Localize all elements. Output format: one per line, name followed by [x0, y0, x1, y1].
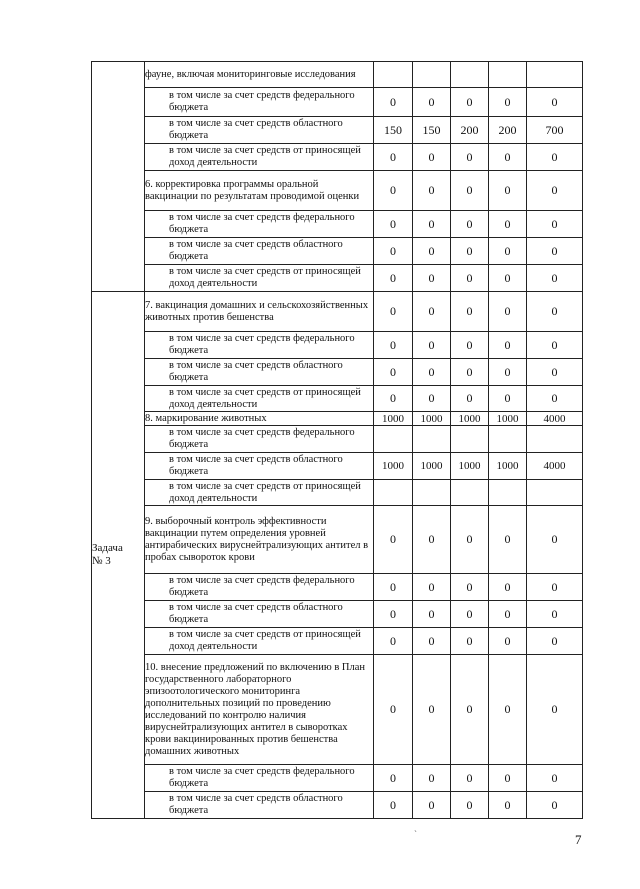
table-row: [92, 453, 583, 480]
value-cell: 0: [489, 574, 527, 601]
value-cell: 0: [413, 359, 451, 386]
row-description: 7. вакцинация домашних и сельскохозяйственных животных против бешенства: [145, 292, 374, 332]
value-cell: 0: [489, 655, 527, 765]
value-cell: 0: [374, 601, 413, 628]
value-cell: 0: [451, 332, 489, 359]
value-cell: 0: [527, 386, 583, 412]
value-cell: 0: [451, 238, 489, 265]
value-cell: [489, 480, 527, 506]
value-cell: 0: [413, 144, 451, 171]
value-cell: 0: [489, 238, 527, 265]
value-cell: 0: [374, 238, 413, 265]
scan-mark: ˋ: [414, 829, 417, 839]
value-cell: 0: [413, 765, 451, 792]
table-row: [92, 426, 583, 453]
row-description: в том числе за счет средств федерального бюджета: [145, 426, 374, 453]
row-description: в том числе за счет средств областного бюджета: [145, 117, 374, 144]
table-row: [92, 628, 583, 655]
value-cell: 0: [413, 265, 451, 292]
row-description: в том числе за счет средств областного бюджета: [145, 359, 374, 386]
value-cell: 0: [374, 265, 413, 292]
value-cell: 0: [451, 88, 489, 117]
value-cell: 0: [374, 144, 413, 171]
value-cell: 0: [489, 88, 527, 117]
value-cell: 0: [374, 574, 413, 601]
table-row: [92, 601, 583, 628]
value-cell: 0: [413, 506, 451, 574]
row-description: в том числе за счет средств областного бюджета: [145, 601, 374, 628]
value-cell: 150: [374, 117, 413, 144]
value-cell: 0: [374, 765, 413, 792]
value-cell: 0: [451, 171, 489, 211]
value-cell: 1000: [489, 453, 527, 480]
value-cell: 0: [489, 265, 527, 292]
value-cell: [413, 480, 451, 506]
table-row: [92, 574, 583, 601]
row-description: в том числе за счет средств федерального бюджета: [145, 765, 374, 792]
value-cell: 0: [527, 765, 583, 792]
value-cell: 0: [374, 211, 413, 238]
value-cell: 0: [374, 171, 413, 211]
budget-table: [91, 61, 583, 819]
value-cell: 0: [374, 792, 413, 819]
value-cell: 0: [374, 88, 413, 117]
value-cell: 0: [489, 144, 527, 171]
row-description: 9. выборочный контроль эффективности вакцинации путем определения уровней антирабических вируснейтрализующих антител в пробах сывороток крови: [145, 506, 374, 574]
value-cell: 4000: [527, 453, 583, 480]
value-cell: 0: [527, 238, 583, 265]
value-cell: 700: [527, 117, 583, 144]
value-cell: 0: [527, 211, 583, 238]
value-cell: [489, 62, 527, 88]
value-cell: 0: [451, 292, 489, 332]
value-cell: 1000: [374, 453, 413, 480]
value-cell: 0: [527, 359, 583, 386]
row-description: в том числе за счет средств областного бюджета: [145, 453, 374, 480]
value-cell: 1000: [413, 412, 451, 426]
value-cell: 0: [413, 628, 451, 655]
value-cell: 0: [374, 332, 413, 359]
row-description: в том числе за счет средств федерального бюджета: [145, 211, 374, 238]
value-cell: 0: [413, 292, 451, 332]
value-cell: 150: [413, 117, 451, 144]
value-cell: 0: [489, 386, 527, 412]
value-cell: 0: [451, 211, 489, 238]
value-cell: 0: [527, 506, 583, 574]
value-cell: 200: [489, 117, 527, 144]
row-description: в том числе за счет средств областного бюджета: [145, 238, 374, 265]
value-cell: 0: [413, 655, 451, 765]
value-cell: 0: [527, 601, 583, 628]
value-cell: 0: [489, 506, 527, 574]
row-description: 8. маркирование животных: [145, 412, 374, 426]
value-cell: 0: [527, 655, 583, 765]
row-description: в том числе за счет средств от приносящей доход деятельности: [145, 628, 374, 655]
value-cell: [489, 426, 527, 453]
value-cell: 0: [374, 628, 413, 655]
value-cell: 0: [413, 88, 451, 117]
value-cell: [374, 480, 413, 506]
table-row: [92, 62, 583, 88]
value-cell: 0: [451, 655, 489, 765]
value-cell: 0: [489, 171, 527, 211]
row-description: 10. внесение предложений по включению в План государственного лабораторного эпизоотологического мониторинга дополнительных позиций по проведению исследований по контролю наличия вируснейтрализующих антител в сыворотках крови вакцинированных против бешенства домашних животных: [145, 655, 374, 765]
value-cell: 0: [451, 574, 489, 601]
value-cell: 0: [451, 359, 489, 386]
value-cell: 0: [374, 386, 413, 412]
value-cell: 0: [451, 506, 489, 574]
value-cell: 1000: [413, 453, 451, 480]
value-cell: 0: [413, 211, 451, 238]
row-description: 6. корректировка программы оральной вакцинации по результатам проводимой оценки: [145, 171, 374, 211]
value-cell: 0: [489, 792, 527, 819]
value-cell: 0: [527, 332, 583, 359]
value-cell: 1000: [489, 412, 527, 426]
value-cell: 0: [527, 144, 583, 171]
value-cell: 0: [451, 628, 489, 655]
value-cell: 0: [451, 765, 489, 792]
value-cell: [527, 62, 583, 88]
table-row: [92, 211, 583, 238]
table-row: [92, 117, 583, 144]
page-number: 7: [575, 832, 582, 847]
value-cell: 0: [451, 144, 489, 171]
value-cell: 0: [527, 574, 583, 601]
task-label-cell: Задача № 3: [92, 292, 145, 819]
table-row: [92, 765, 583, 792]
value-cell: [527, 480, 583, 506]
value-cell: 0: [489, 332, 527, 359]
value-cell: 0: [489, 765, 527, 792]
value-cell: 4000: [527, 412, 583, 426]
row-description: фауне, включая мониторинговые исследования: [145, 62, 374, 88]
value-cell: 0: [489, 601, 527, 628]
value-cell: 0: [413, 601, 451, 628]
value-cell: 0: [527, 292, 583, 332]
table-row: [92, 292, 583, 332]
value-cell: 200: [451, 117, 489, 144]
table-row: [92, 144, 583, 171]
table-row: [92, 265, 583, 292]
value-cell: 0: [527, 265, 583, 292]
row-description: в том числе за счет средств от приносящей доход деятельности: [145, 480, 374, 506]
value-cell: 0: [527, 88, 583, 117]
value-cell: 0: [489, 211, 527, 238]
row-description: в том числе за счет средств федерального бюджета: [145, 574, 374, 601]
value-cell: 0: [489, 359, 527, 386]
value-cell: [527, 426, 583, 453]
value-cell: 0: [527, 171, 583, 211]
value-cell: 1000: [374, 412, 413, 426]
table-row: [92, 238, 583, 265]
table-row: [92, 412, 583, 426]
value-cell: 0: [451, 265, 489, 292]
value-cell: 0: [413, 171, 451, 211]
value-cell: [374, 426, 413, 453]
value-cell: 0: [374, 292, 413, 332]
table-row: [92, 792, 583, 819]
value-cell: [451, 426, 489, 453]
value-cell: 0: [489, 628, 527, 655]
value-cell: [451, 480, 489, 506]
row-description: в том числе за счет средств федерального бюджета: [145, 332, 374, 359]
row-description: в том числе за счет средств от приносящей доход деятельности: [145, 265, 374, 292]
task-label-cell: [92, 62, 145, 292]
value-cell: 0: [413, 792, 451, 819]
value-cell: [451, 62, 489, 88]
row-description: в том числе за счет средств от приносящей доход деятельности: [145, 386, 374, 412]
row-description: в том числе за счет средств федерального бюджета: [145, 88, 374, 117]
value-cell: 1000: [451, 453, 489, 480]
value-cell: 0: [374, 655, 413, 765]
value-cell: 0: [374, 506, 413, 574]
value-cell: 0: [451, 792, 489, 819]
table-row: [92, 171, 583, 211]
value-cell: 0: [489, 292, 527, 332]
value-cell: 0: [451, 386, 489, 412]
value-cell: 0: [527, 628, 583, 655]
table-row: [92, 506, 583, 574]
value-cell: 0: [527, 792, 583, 819]
table-row: [92, 480, 583, 506]
value-cell: 0: [413, 238, 451, 265]
value-cell: 1000: [451, 412, 489, 426]
table-row: [92, 386, 583, 412]
value-cell: 0: [413, 386, 451, 412]
row-description: в том числе за счет средств от приносящей доход деятельности: [145, 144, 374, 171]
table-row: [92, 332, 583, 359]
value-cell: [374, 62, 413, 88]
table-row: [92, 359, 583, 386]
row-description: в том числе за счет средств областного бюджета: [145, 792, 374, 819]
table-row: [92, 655, 583, 765]
table-body: [92, 62, 583, 819]
value-cell: [413, 426, 451, 453]
table-row: [92, 88, 583, 117]
value-cell: 0: [413, 574, 451, 601]
value-cell: [413, 62, 451, 88]
value-cell: 0: [451, 601, 489, 628]
value-cell: 0: [413, 332, 451, 359]
value-cell: 0: [374, 359, 413, 386]
